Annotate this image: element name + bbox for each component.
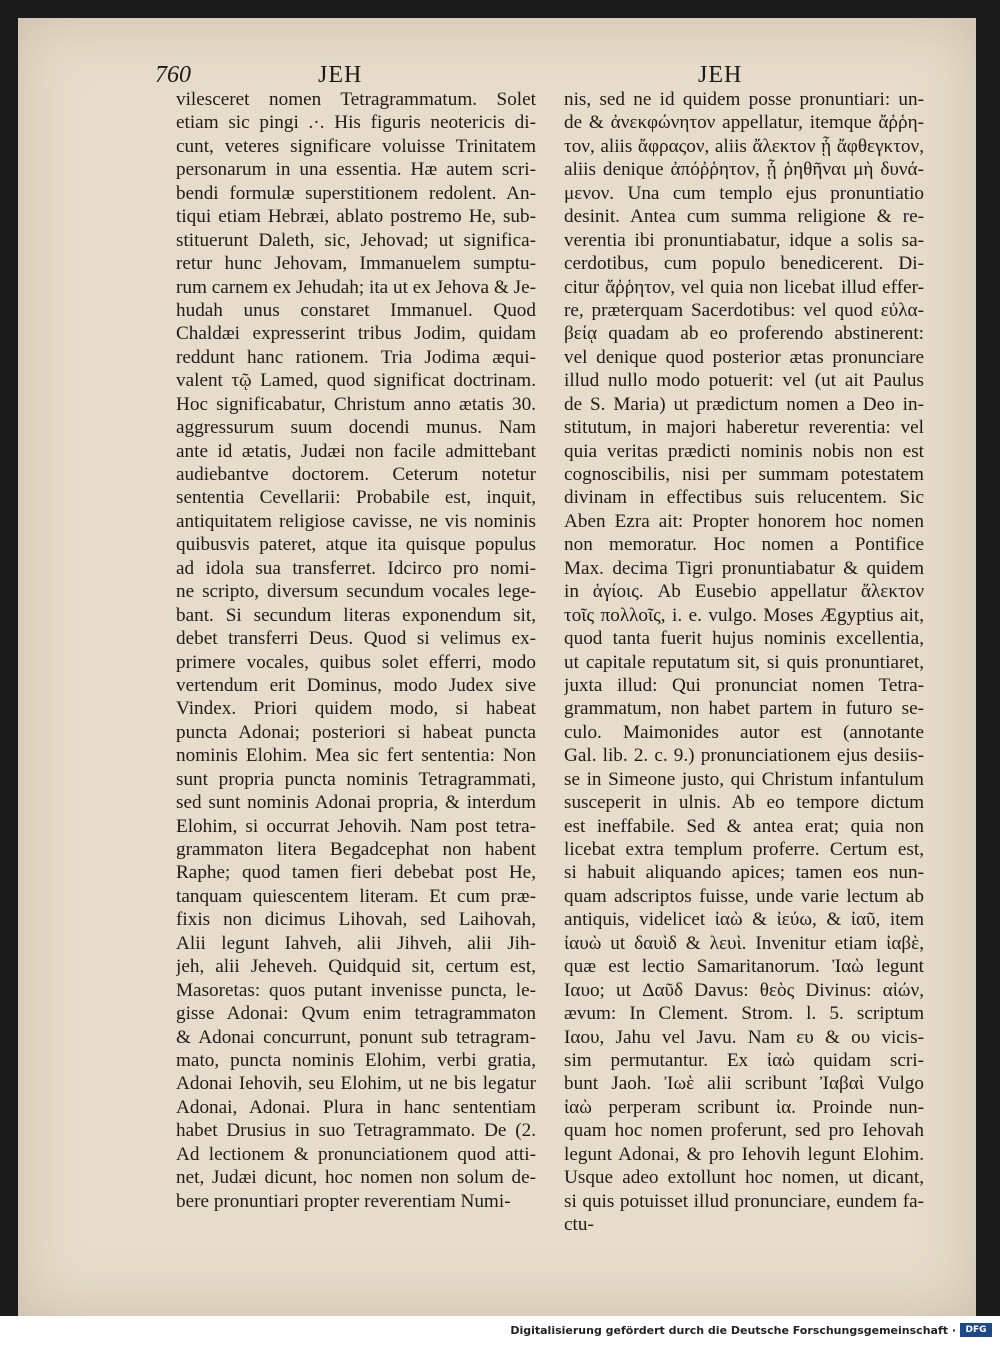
text-line: τον, aliis ἄφραςον, aliis ἄλεκτον ᾗ ἄφθεγκτον, [564,135,924,157]
text-line: Adonai Iehovih, seu Elohim, ut ne bis legatur [176,1073,536,1095]
text-line: ἰαὼ perperam scribunt ἰα. Proinde nun- [564,1096,924,1118]
text-line: Max. decima Tigri pronuntiabatur & quidem [564,557,924,579]
text-line: culo. Maimonides autor est (annotante [564,721,924,743]
text-line: Chaldæi expresserint tribus Jodim, quidam [176,323,536,345]
dfg-logo: DFG [960,1323,992,1337]
text-line: grammatum, non habet partem in futuro se- [564,698,924,720]
text-line: fixis non dicimus Lihovah, sed Laihovah, [176,909,536,931]
text-line: μενον. Una cum templo ejus pronuntiatio [564,182,924,204]
text-line: valent τῷ Lamed, quod significat doctrinam. [176,370,536,392]
text-line: aggressurum suum docendi munus. Nam [176,417,536,439]
text-line: personarum in una essentia. Hæ autem scri- [176,159,536,181]
text-line: sim permutantur. Ex ἰαὼ quidam scri- [564,1049,924,1071]
text-line: citur ἄῤῥητον, vel quia non licebat illud effer- [564,276,924,298]
text-line: de S. Maria) ut prædictum nomen a Deo in- [564,393,924,415]
text-line: cunt, veteres significare voluisse Trinitatem [176,135,536,157]
page-number: 760 [155,62,191,88]
text-line: bendi formulæ superstitionem redolent. An- [176,182,536,204]
text-line: ne scripto, diversum secundum vocales lege- [176,581,536,603]
text-line: Elohim, si occurrat Jehovih. Nam post tetra- [176,815,536,837]
text-line: de & ἀνεκφώνητον appellatur, itemque ἄῤῥη- [564,112,924,134]
text-line: antiquitatem religiose cavisse, ne vis nominis [176,510,536,532]
text-line: audiebantve doctorem. Ceterum notetur [176,464,536,485]
text-line: ante id ætatis, Judæi non facile admittebant [176,440,536,462]
text-line: rum carnem ex Jehudah; ita ut ex Jehova & Je- [176,276,536,298]
text-line: primere vocales, quibus solet efferri, modo [176,651,536,673]
text-line: puncta Adonai; posteriori si habeat puncta [176,721,536,743]
text-line: βείᾳ quadam ab eo proferendo abstinerent: [564,323,924,345]
left-text-column [176,88,536,1213]
text-line: non memoratur. Hoc nomen a Pontifice [564,534,924,556]
text-line: Ιαου, Jahu vel Javu. Nam ευ & ου vicis- [564,1026,924,1048]
text-line: debet transferri Deus. Quod si velimus ex- [176,628,536,650]
text-line: cerdotibus, cum populo benedicerent. Di- [564,253,924,275]
text-line: Vindex. Priori quidem modo, si habeat [176,698,536,720]
text-line: quibusvis pateret, atque ita quisque populus [176,534,536,556]
text-line: Ιαυο; ut Δαῦδ Davus: θεὸς Divinus: αἰών, [564,979,924,1001]
text-line: licebat extra templum proferre. Certum est, [564,839,924,860]
text-line: in ἁγίοις. Ab Eusebio appellatur ἄλεκτον [564,581,924,603]
text-line: Gal. lib. 2. c. 9.) pronunciationem ejus desiis- [564,745,924,767]
text-line: illud nullo modo potuerit: vel (ut ait Paulus [564,370,924,392]
text-line: nis, sed ne id quidem posse pronuntiari: un- [564,89,924,110]
text-line: quæ est lectio Samaritanorum. Ἰαὼ legunt [564,956,924,978]
text-line: bere pronuntiari propter reverentiam Numi- [176,1190,511,1212]
text-line: bant. Si secundum literas exponendum sit, [176,604,536,626]
text-line: juxta illud: Qui pronunciat nomen Tetra- [564,674,924,696]
text-line: Hoc significabatur, Christum anno ætatis 30. [176,393,536,415]
right-text-column [564,88,924,1236]
text-line: τοῖς πολλοῖς, i. e. vulgo. Moses Ægyptius ait, [564,604,924,626]
text-line: vilesceret nomen Tetragrammatum. Solet [176,89,536,110]
text-line: ut capitale reputatum sit, si quis pronuntiaret, [564,651,924,673]
text-line: Aben Ezra ait: Propter honorem hoc nomen [564,510,924,532]
right-column-headword: JEH [698,62,743,88]
text-line: Alii legunt Iahveh, alii Jihveh, alii Jih- [176,932,536,954]
text-line: etiam sic pingi .·. His figuris neotericis di- [176,112,536,134]
text-line: retur hunc Jehovam, Immanuelem sumptu- [176,253,536,275]
text-line: tiqui etiam Hebræi, ablato postremo He, sub- [176,206,536,228]
text-line: Adonai, Adonai. Plura in hanc sententiam [176,1096,536,1118]
left-column-headword: JEH [318,62,363,88]
text-line: & Adonai concurrunt, ponunt sub tetragram- [176,1026,536,1048]
text-line: Ad lectionem & pronunciationem quod atti- [176,1143,536,1165]
text-line: susceperit in ulnis. Ab eo tempore dictum [564,792,924,814]
text-line: ἰαυὼ ut δαυὶδ & λευὶ. Invenitur etiam ἰαβὲ, [564,932,924,954]
text-line: legunt Adonai, & pro Iehovih legunt Elohim. [564,1143,924,1165]
text-line: ad idola sua transferret. Idcirco pro nomi- [176,557,536,579]
text-line: quod tanta fuerit hujus nominis excellentia, [564,628,924,650]
dfg-credit-text: Digitalisierung gefördert durch die Deutsche Forschungsgemeinschaft · [510,1324,956,1337]
digitization-footer [0,1316,1000,1347]
text-line: reddunt hanc rationem. Tria Jodima æqui- [176,346,536,368]
text-line: sententia Cevellarii: Probabile est, inquit, [176,487,536,509]
text-line: quia veritas prædicti nominis nobis non est [564,440,924,462]
text-line: gisse Adonai: Qvum enim tetragrammaton [176,1003,536,1025]
text-line: desinit. Antea cum summa religione & re- [564,206,924,228]
text-line: Raphe; quod tamen fieri debebat post He, [176,862,536,884]
text-line: verentia ibi pronuntiabatur, idque a solis sa- [564,229,924,251]
text-line: antiquis, videlicet ἰαὼ & ἰεύω, & ἰαῦ, item [564,909,924,931]
text-line: sunt propria puncta nominis Tetragrammati, [176,768,536,790]
text-line: si quis potuisset illud pronunciare, eundem fa- [564,1190,924,1212]
text-line: grammaton litera Begadcephat non habent [176,839,536,860]
text-line: est ineffabile. Sed & antea erat; quia non [564,815,924,837]
text-line: mato, puncta nominis Elohim, verbi gratia, [176,1049,536,1071]
text-line: hudah unus constaret Immanuel. Quod [176,299,536,321]
text-line: ævum: In Clement. Strom. l. 5. scriptum [564,1003,924,1025]
text-line: se in Simeone justo, qui Christum infantulum [564,768,924,790]
text-line: quam adscriptos fuisse, unde varie lectum ab [564,885,924,907]
text-line: net, Judæi dicunt, hoc nomen non solum de- [176,1167,536,1189]
text-line: sed sunt nominis Adonai propria, & interdum [176,792,536,814]
text-line: bunt Jaoh. Ἰωὲ alii scribunt Ἰαβαὶ Vulgo [564,1073,924,1095]
text-line: stitutum, in majori haberetur reverentia: vel [564,417,924,439]
text-line: habet Drusius in suo Tetragrammato. De (2. [176,1120,536,1142]
text-line: divinam in effectibus suis relucentem. Sic [564,487,924,509]
text-line: quam hoc nomen proferunt, sed pro Iehovah [564,1120,924,1142]
text-line: stituerunt Daleth, sic, Jehovad; ut significa- [176,229,536,251]
book-page [18,18,976,1316]
text-line: vertendum erit Dominus, modo Judex sive [176,674,536,696]
text-line: re, præterquam Sacerdotibus: vel quod εὐλα- [564,299,924,321]
text-line: ctu- [564,1214,594,1235]
text-line: nominis Elohim. Mea sic fert sententia: Non [176,745,536,767]
text-line: vel denique quod posterior ætas pronunciare [564,346,924,368]
text-line: cognoscibilis, nisi per summam potestatem [564,464,924,485]
text-line: si habuit aliquando apices; tamen eos nun- [564,862,924,884]
text-line: aliis denique ἀπόῤῥητον, ᾗ ῥηθῆναι μὴ δυνά- [564,159,924,181]
text-line: Usque adeo extollunt hoc nomen, ut dicant, [564,1167,924,1189]
text-line: Masoretas: quos putant invenisse puncta, le- [176,979,536,1001]
text-line: tanquam quiescentem literam. Et cum præ- [176,885,536,907]
text-line: jeh, alii Jeheveh. Quidquid sit, certum est, [176,956,536,978]
